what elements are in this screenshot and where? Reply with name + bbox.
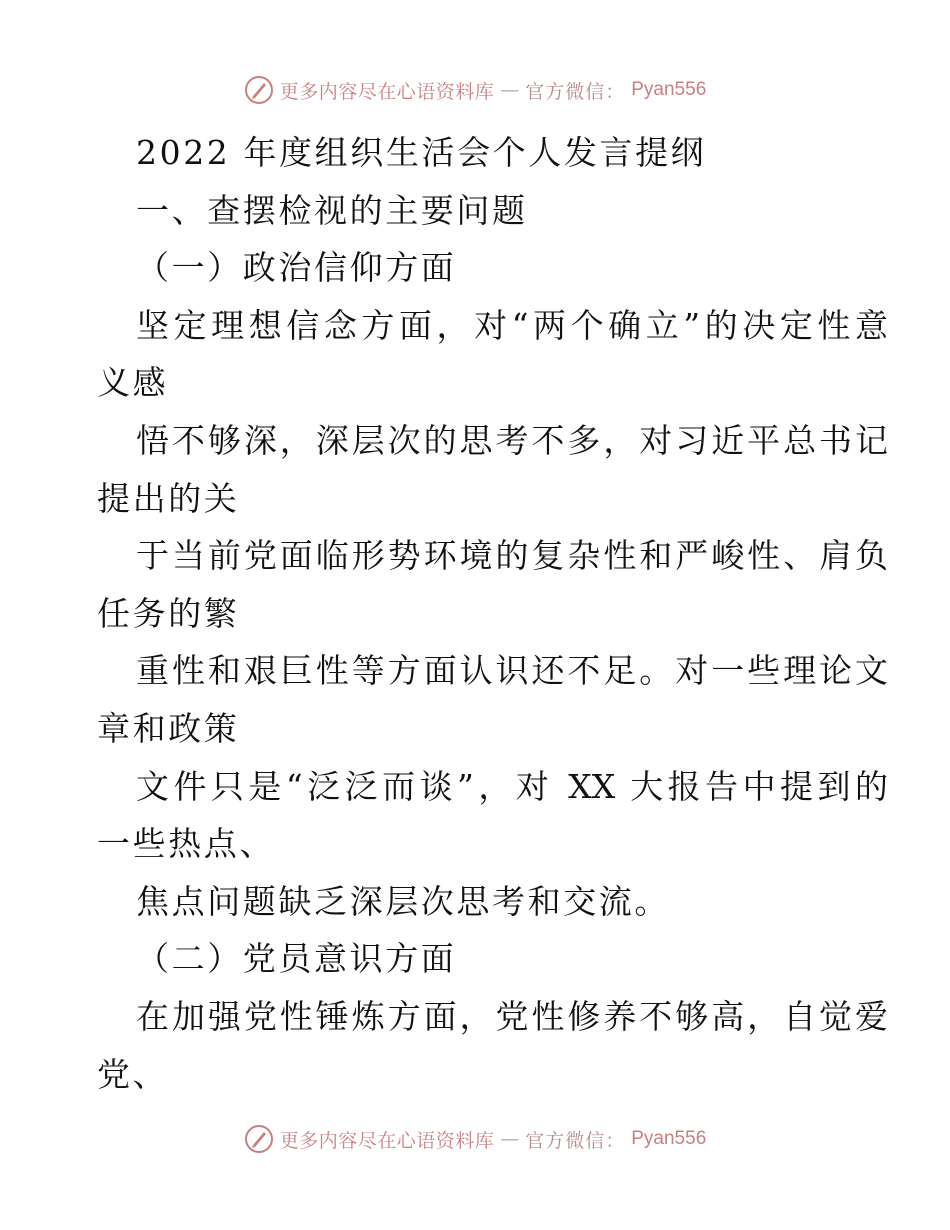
watermark-separator: — <box>500 1128 520 1150</box>
watermark-main-text: 更多内容尽在心语资料库 <box>279 1129 495 1152</box>
paragraph-line: 文件只是“泛泛而谈”，对 XX 大报告中提到的 <box>136 766 888 806</box>
subsection-heading: （一）政治信仰方面 <box>136 248 457 288</box>
quill-pen-icon <box>244 1124 274 1154</box>
document-body <box>97 124 888 1103</box>
paragraph-line: 提出的关 <box>97 478 240 518</box>
watermark-header <box>0 70 950 110</box>
paragraph-line: 党、 <box>97 1054 169 1094</box>
quill-pen-icon <box>244 75 274 105</box>
paragraph-line: 焦点问题缺乏深层次思考和交流。 <box>136 881 670 921</box>
subsection-heading: （二）党员意识方面 <box>136 939 457 979</box>
watermark-wechat-id: Pyan556 <box>631 79 707 100</box>
paragraph-line: 重性和艰巨性等方面认识还不足。对一些理论文 <box>136 651 888 691</box>
paragraph-line: 坚定理想信念方面，对“两个确立”的决定性意 <box>136 305 888 345</box>
watermark-wechat-id: Pyan556 <box>631 1128 707 1149</box>
paragraph-line: 任务的繁 <box>97 593 240 633</box>
document-title: 2022 年度组织生活会个人发言提纲 <box>136 133 707 172</box>
watermark-sub-text: 官方微信： <box>525 1129 626 1152</box>
watermark-footer <box>0 1119 950 1159</box>
watermark-main-text: 更多内容尽在心语资料库 <box>279 80 495 103</box>
paragraph-line: 章和政策 <box>97 708 240 748</box>
paragraph-line: 义感 <box>97 363 169 403</box>
paragraph-line: 一些热点、 <box>97 824 275 864</box>
watermark-sub-text: 官方微信： <box>525 80 626 103</box>
section-heading: 一、查摆检视的主要问题 <box>136 190 528 230</box>
watermark-separator: — <box>500 79 520 101</box>
paragraph-line: 悟不够深，深层次的思考不多，对习近平总书记 <box>136 420 888 460</box>
paragraph-line: 于当前党面临形势环境的复杂性和严峻性、肩负 <box>136 536 888 576</box>
paragraph-line: 在加强党性锤炼方面，党性修养不够高，自觉爱 <box>136 996 888 1036</box>
